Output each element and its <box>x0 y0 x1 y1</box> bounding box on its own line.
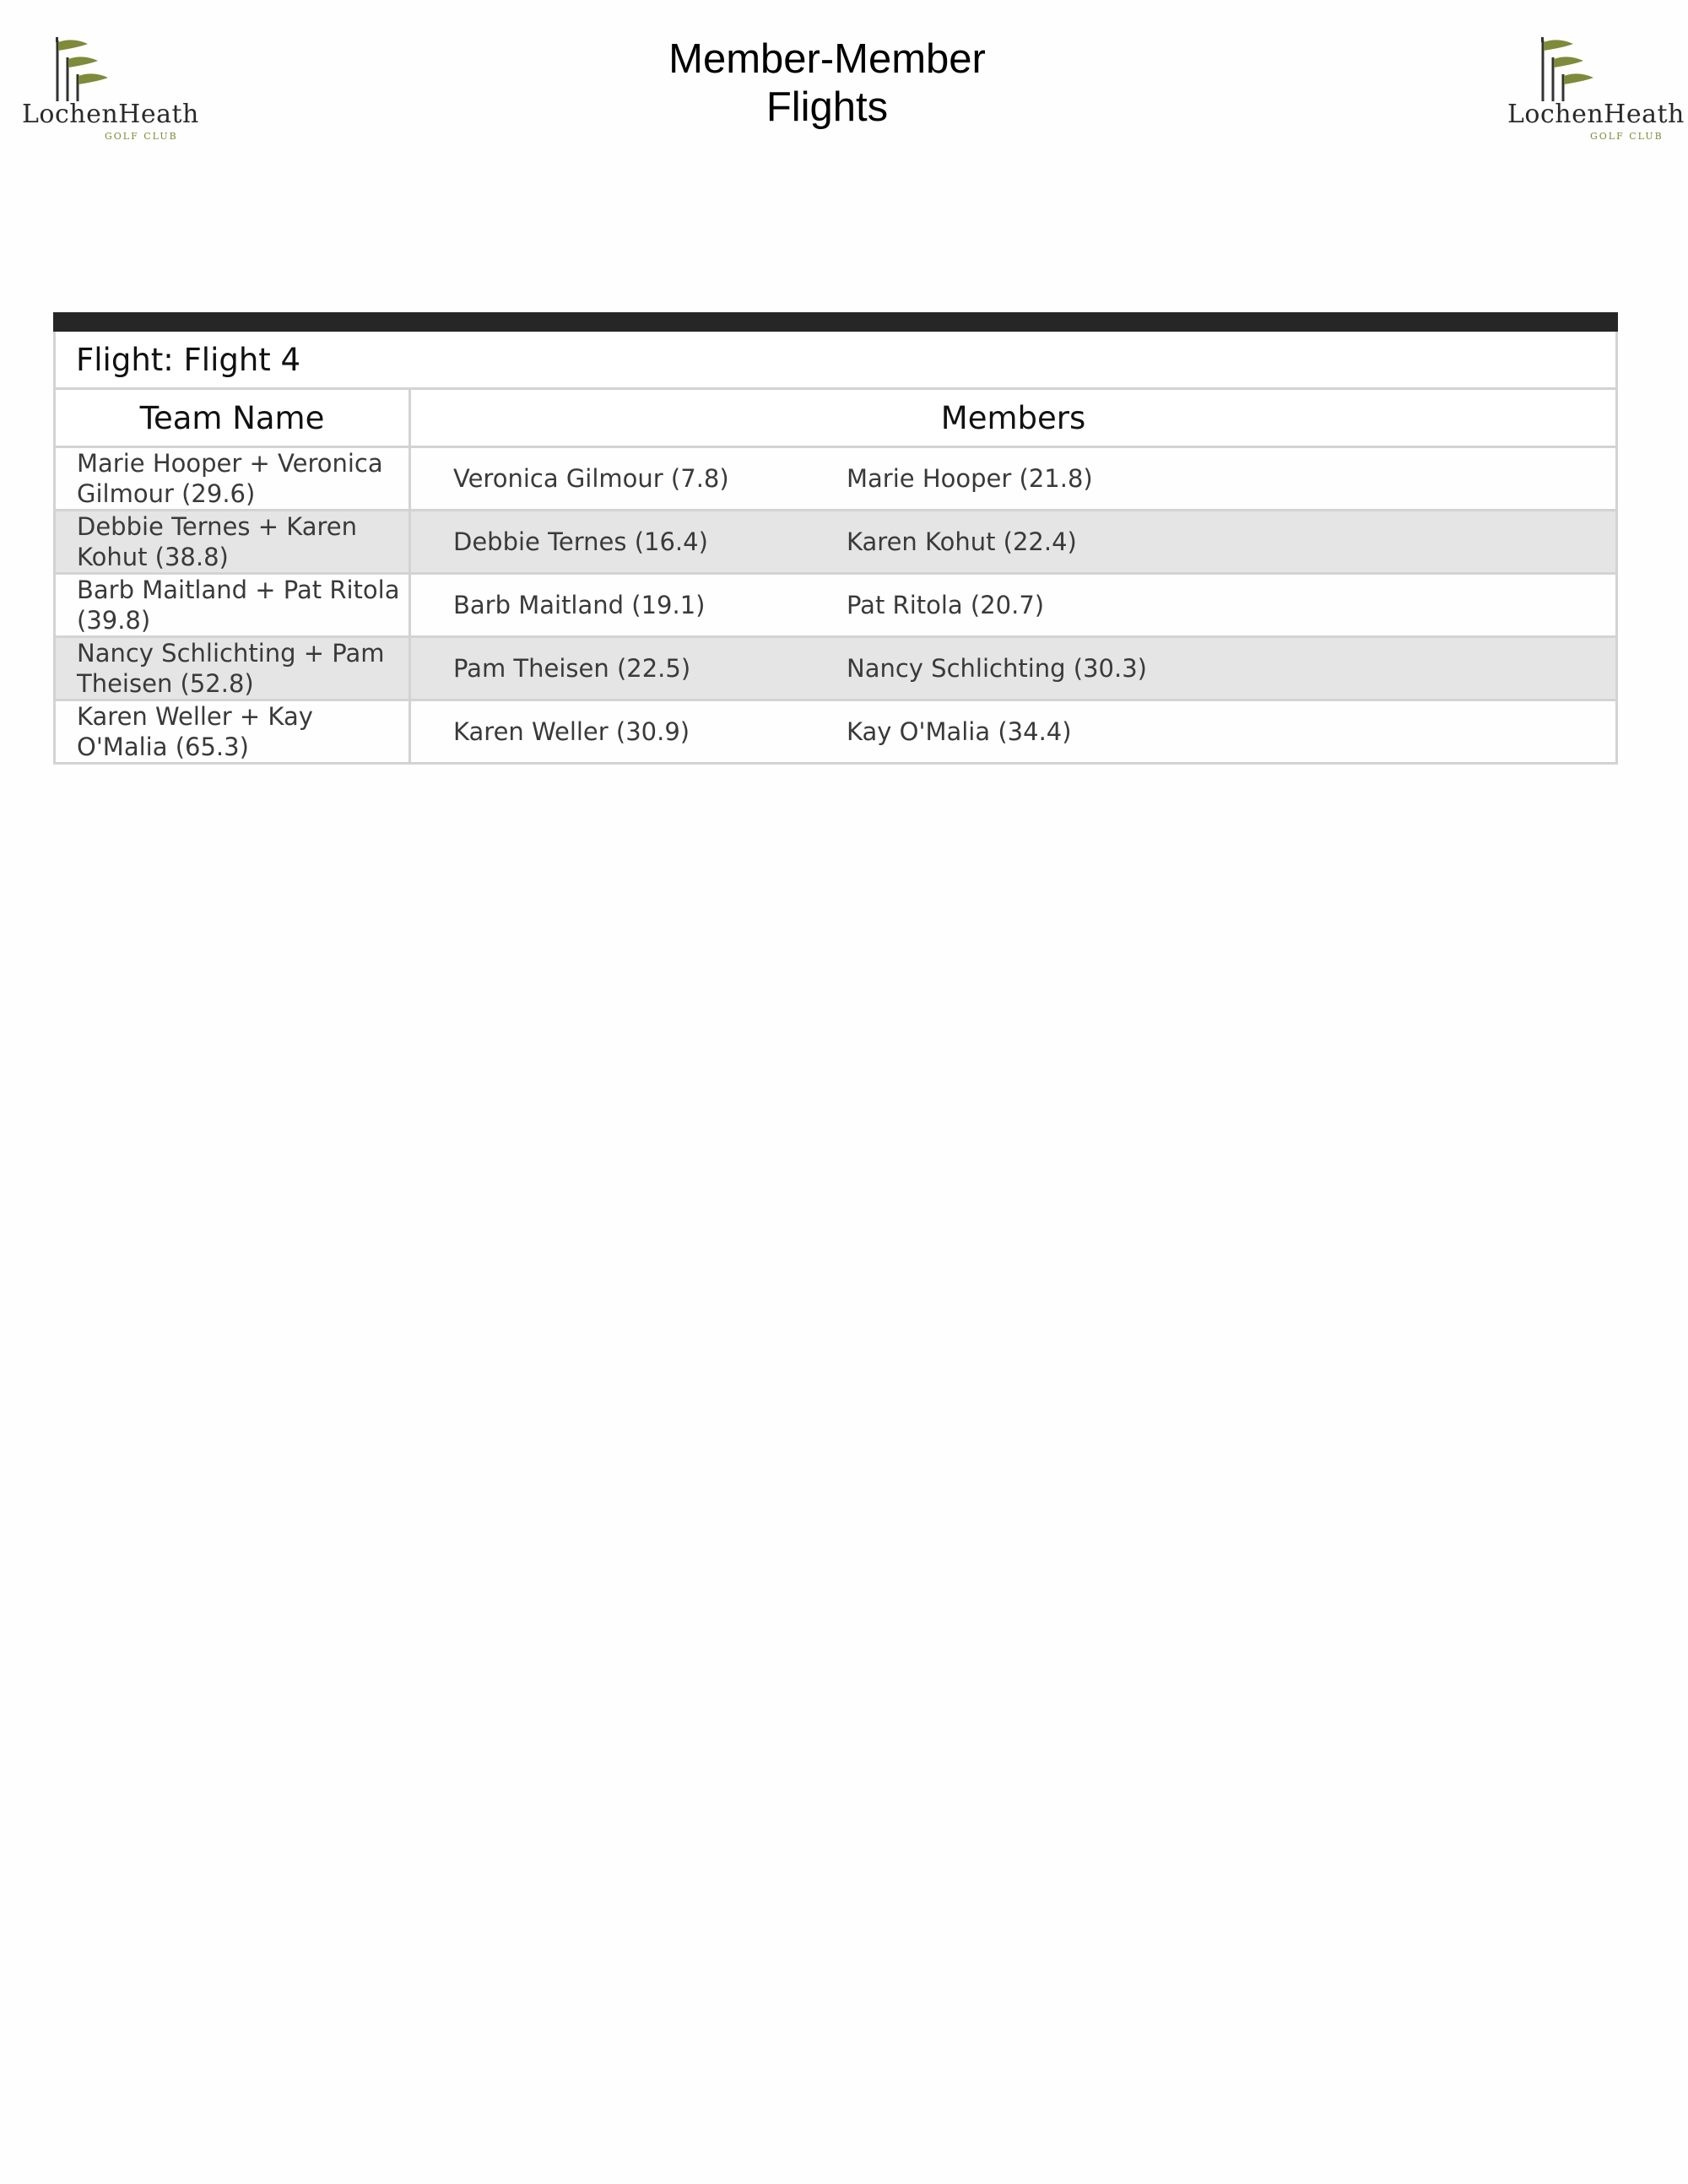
table-header-bar <box>55 314 1617 331</box>
flight-label: Flight: Flight 4 <box>55 331 1617 389</box>
team-name-cell: Debbie Ternes + Karen Kohut (38.8) <box>55 511 410 574</box>
members-cell <box>410 574 1617 637</box>
team-name-cell: Nancy Schlichting + Pam Theisen (52.8) <box>55 637 410 700</box>
member-one: Pam Theisen (22.5) <box>453 654 691 683</box>
table-row <box>55 447 1617 511</box>
team-name-cell: Marie Hooper + Veronica Gilmour (29.6) <box>55 447 410 511</box>
page-title-line1: Member-Member <box>668 36 986 82</box>
members-cell <box>410 511 1617 574</box>
logo-subline: GOLF CLUB <box>1590 131 1664 142</box>
page-title-line2: Flights <box>766 84 889 130</box>
flag-icon <box>20 34 181 101</box>
column-header-row <box>55 389 1617 447</box>
member-two: Marie Hooper (21.8) <box>847 464 1093 493</box>
flight-row <box>55 331 1617 389</box>
club-logo-left <box>20 34 199 152</box>
team-name-cell: Karen Weller + Kay O'Malia (65.3) <box>55 700 410 764</box>
member-two: Nancy Schlichting (30.3) <box>847 654 1147 683</box>
logo-wordmark: LochenHeath <box>1507 100 1685 129</box>
member-one: Karen Weller (30.9) <box>453 717 690 746</box>
members-cell <box>410 447 1617 511</box>
team-name-cell: Barb Maitland + Pat Ritola (39.8) <box>55 574 410 637</box>
member-two: Karen Kohut (22.4) <box>847 527 1077 556</box>
member-two: Pat Ritola (20.7) <box>847 591 1045 619</box>
logo-subline: GOLF CLUB <box>105 131 178 142</box>
table-row <box>55 574 1617 637</box>
member-one: Barb Maitland (19.1) <box>453 591 706 619</box>
column-header-members: Members <box>410 389 1617 447</box>
table-row <box>55 511 1617 574</box>
members-cell <box>410 637 1617 700</box>
page-title <box>506 35 1148 132</box>
member-one: Debbie Ternes (16.4) <box>453 527 708 556</box>
member-two: Kay O'Malia (34.4) <box>847 717 1072 746</box>
flight-table <box>53 312 1618 765</box>
flag-icon <box>1506 34 1666 101</box>
members-cell <box>410 700 1617 764</box>
table-row <box>55 637 1617 700</box>
table-row <box>55 700 1617 764</box>
member-one: Veronica Gilmour (7.8) <box>453 464 729 493</box>
column-header-team-name: Team Name <box>55 389 410 447</box>
club-logo-right <box>1506 34 1685 152</box>
logo-wordmark: LochenHeath <box>22 100 199 129</box>
